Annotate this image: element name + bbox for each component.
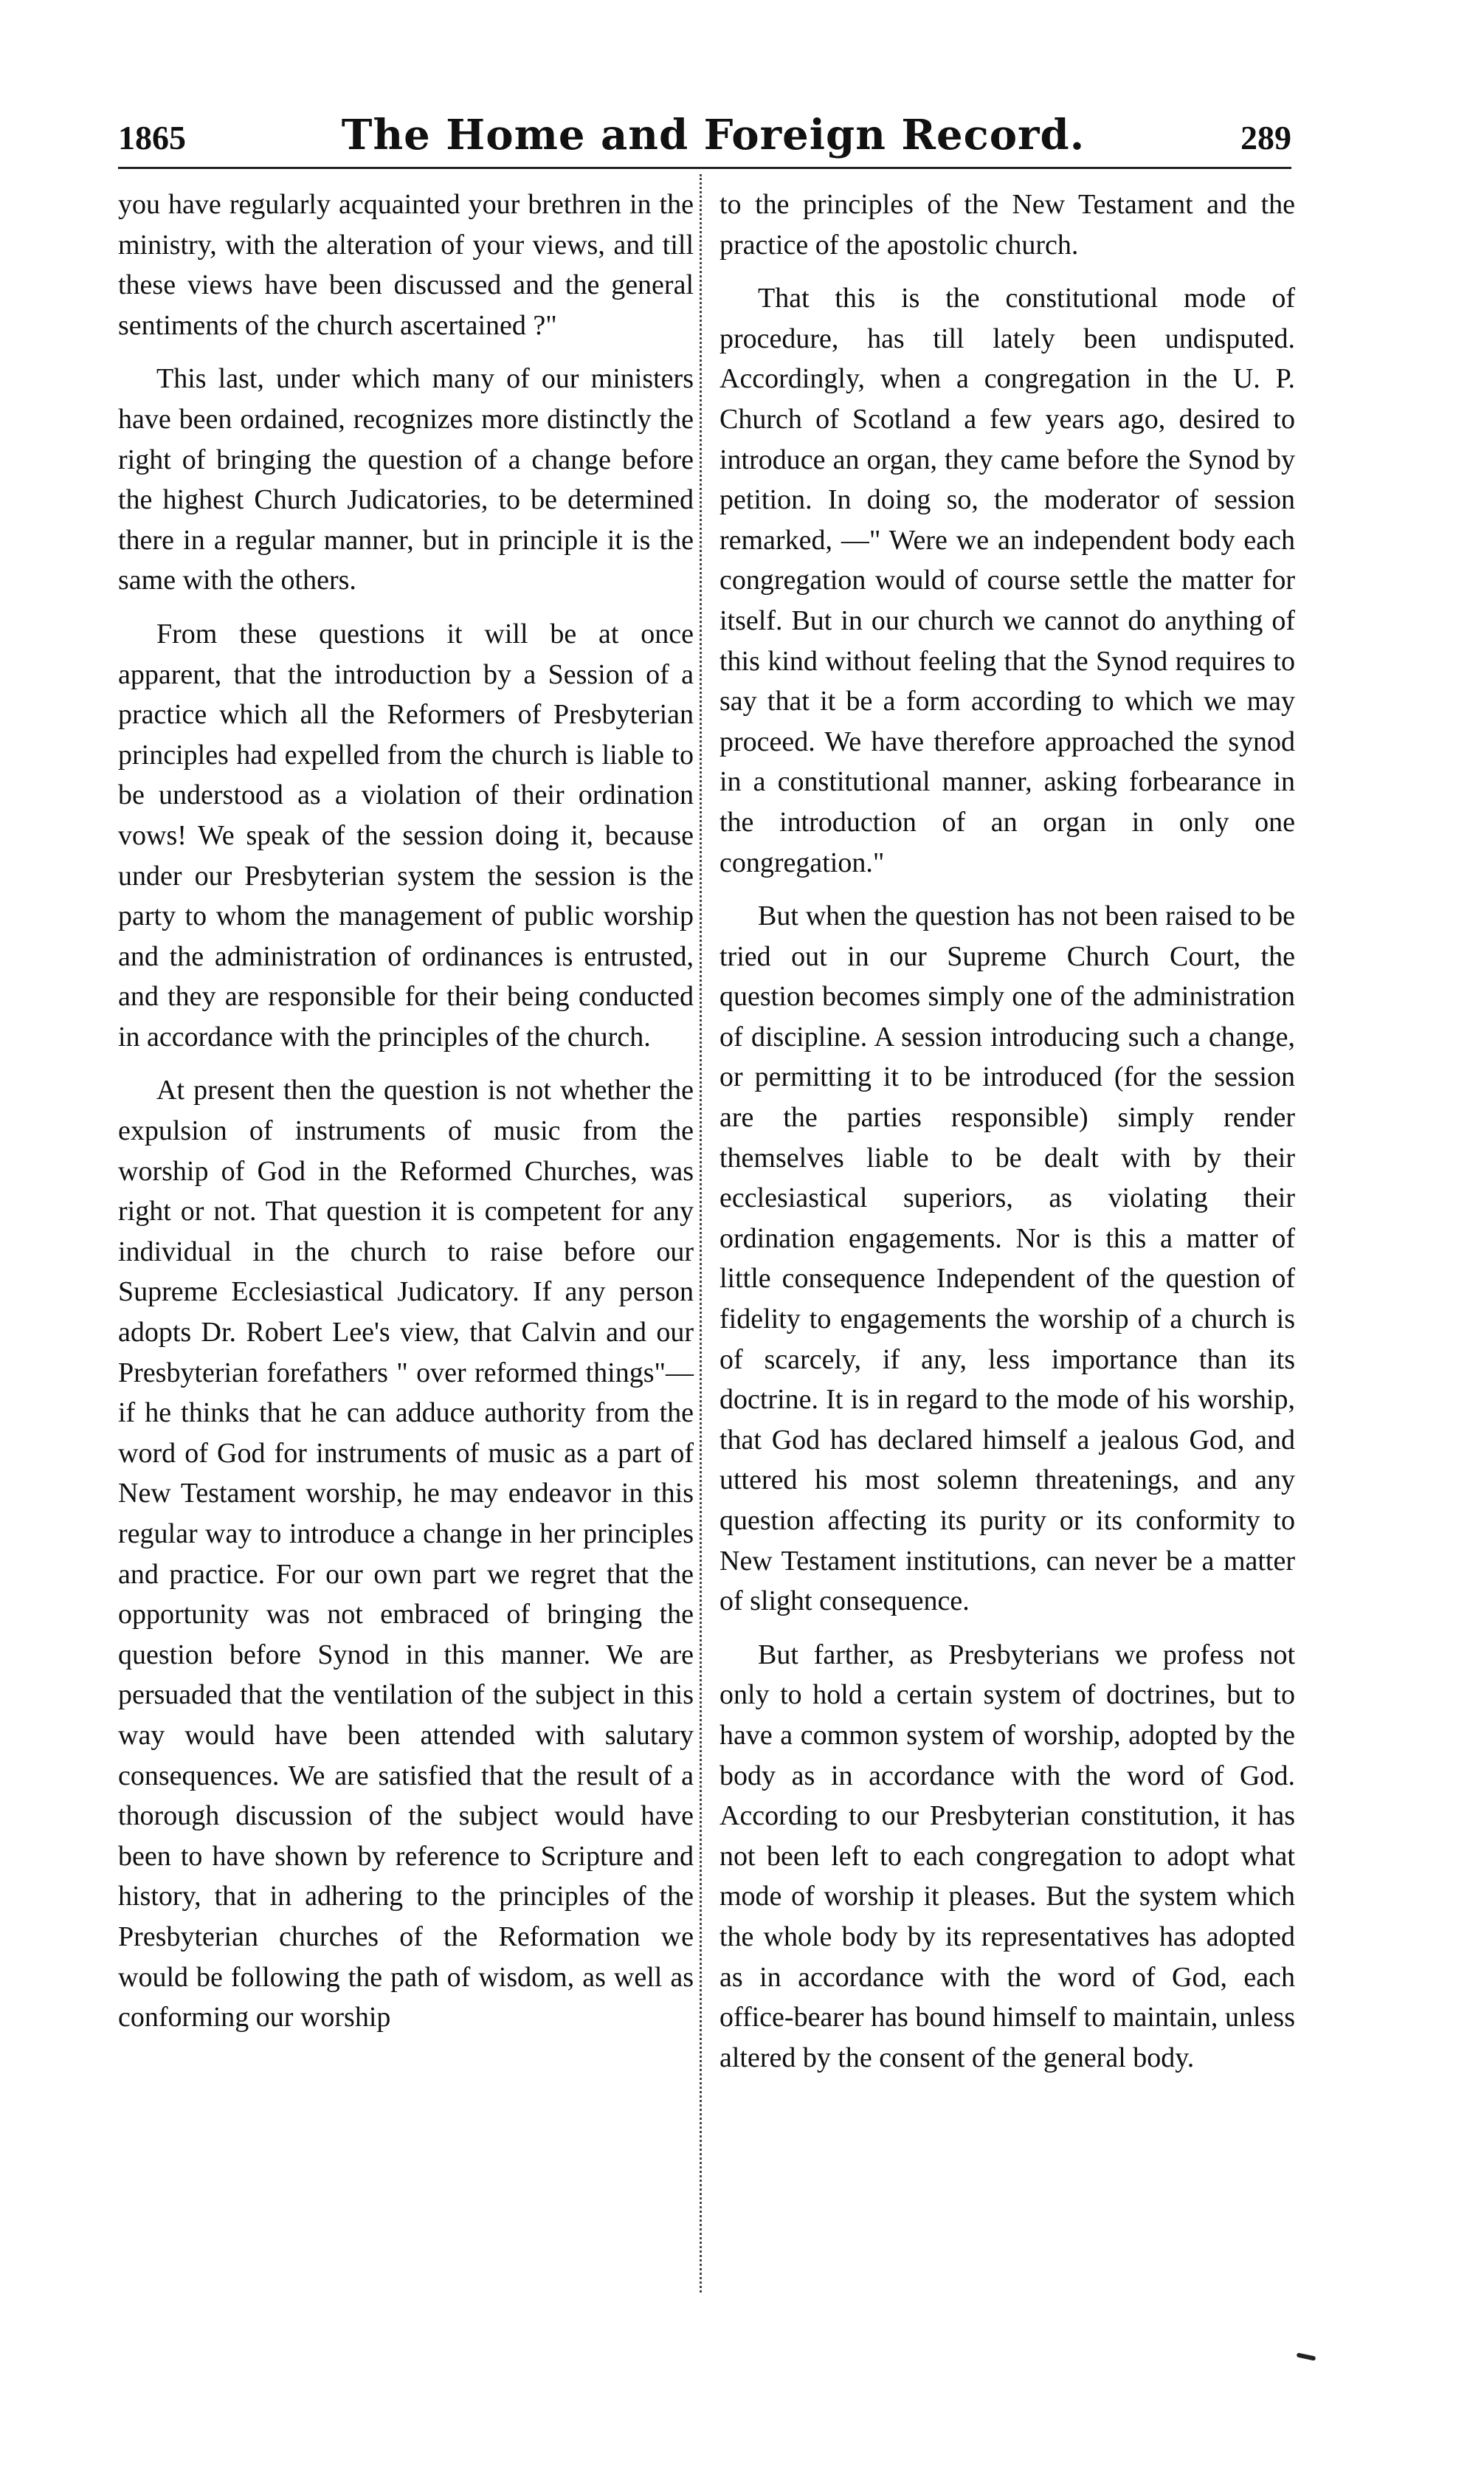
left-column bbox=[118, 185, 694, 2051]
header-rule bbox=[118, 167, 1291, 169]
paragraph: you have regularly acquainted your brethren in the ministry, with the alteration of your views, and till these views have been discussed and the general sentiments of the church ascertained ?" bbox=[118, 189, 694, 341]
column-divider bbox=[700, 174, 702, 2293]
paragraph: This last, under which many of our ministers have been ordained, recognizes more distinctly the right of bringing the question of a change before the highest Church Judicatories, to be determined there in a regular manner, but in principle it is the same with the others. bbox=[118, 363, 694, 596]
paragraph: But farther, as Presbyterians we profess not only to hold a certain system of doctrines, but to have a common system of worship, adopted by the body as in accordance with the word of God. According to our Presbyterian constitution, it has not been left to each congregation to adopt what mode of worship it pleases. But the system which the whole body by its representatives has adopted as in accordance with the word of God, each office-bearer has bound himself to maintain, unless altered by the consent of the general body. bbox=[719, 1639, 1295, 2073]
paragraph: That this is the constitutional mode of procedure, has till lately been undisputed. Accordingly, when a congregation in the U. P. Church of Scotland a few years ago, desired to introduce an organ, they came before the Synod by petition. In doing so, the moderator of session remarked, —" Were we an independent body each congregation would of course settle the matter for itself. But in our church we cannot do anything of this kind without feeling that the Synod requires to say that it be a form according to which we may proceed. We have therefore approached the synod in a constitutional manner, asking forbearance in the introduction of an organ in only one congregation." bbox=[719, 283, 1295, 878]
header-title: The Home and Foreign Record. bbox=[341, 111, 1086, 159]
paragraph: But when the question has not been raised to be tried out in our Supreme Church Court, the question becomes simply one of the administration of discipline. A session introducing such a change, or permitting it to be introduced (for the session are the parties responsible) simply render themselves liable to be dealt with by their ecclesiastical superiors, as violating their ordination engagements. Nor is this a matter of little consequence Independent of the question of fidelity to engagements the worship of a church is of scarcely, if any, less importance than its doctrine. It is in regard to the mode of his worship, that God has declared himself a jealous God, and uttered his most solemn threatenings, and any question affecting its purity or its conformity to New Testament institutions, can never be a matter of slight consequence. bbox=[719, 900, 1295, 1617]
paragraph: to the principles of the New Testament and the practice of the apostolic church. bbox=[719, 189, 1295, 261]
header-year: 1865 bbox=[118, 119, 186, 156]
right-column bbox=[719, 185, 1295, 2091]
ink-mark bbox=[1297, 2352, 1316, 2360]
paragraph: From these questions it will be at once apparent, that the introduction by a Session of a practice which all the Reformers of Presbyterian principles had expelled from the church is liable to be understood as a violation of their ordination vows! We speak of the session doing it, because under our Presbyterian system the session is the party to whom the management of public worship and the administration of ordinances is entrusted, and they are responsible for their being conducted in accordance with the principles of the church. bbox=[118, 618, 694, 1053]
paragraph: At present then the question is not whether the expulsion of instruments of music from the worship of God in the Reformed Churches, was right or not. That question it is competent for any individual in the church to raise before our Supreme Ecclesiastical Judicatory. If any person adopts Dr. Robert Lee's view, that Calvin and our Presbyterian forefathers " over reformed things"—if he thinks that he can adduce authority from the word of God for instruments of music as a part of New Testament worship, he may endeavor in this regular way to introduce a change in her principles and practice. For our own part we regret that the opportunity was not embraced of bringing the question before Synod in this manner. We are persuaded that the ventilation of the subject in this way would have been attended with salutary consequences. We are satisfied that the result of a thorough discussion of the subject would have been to have shown by reference to Scripture and history, that in adhering to the principles of the Presbyterian churches of the Reformation we would be following the path of wisdom, as well as conforming our worship bbox=[118, 1075, 694, 2033]
page-number: 289 bbox=[1240, 119, 1291, 156]
running-header bbox=[118, 111, 1291, 159]
